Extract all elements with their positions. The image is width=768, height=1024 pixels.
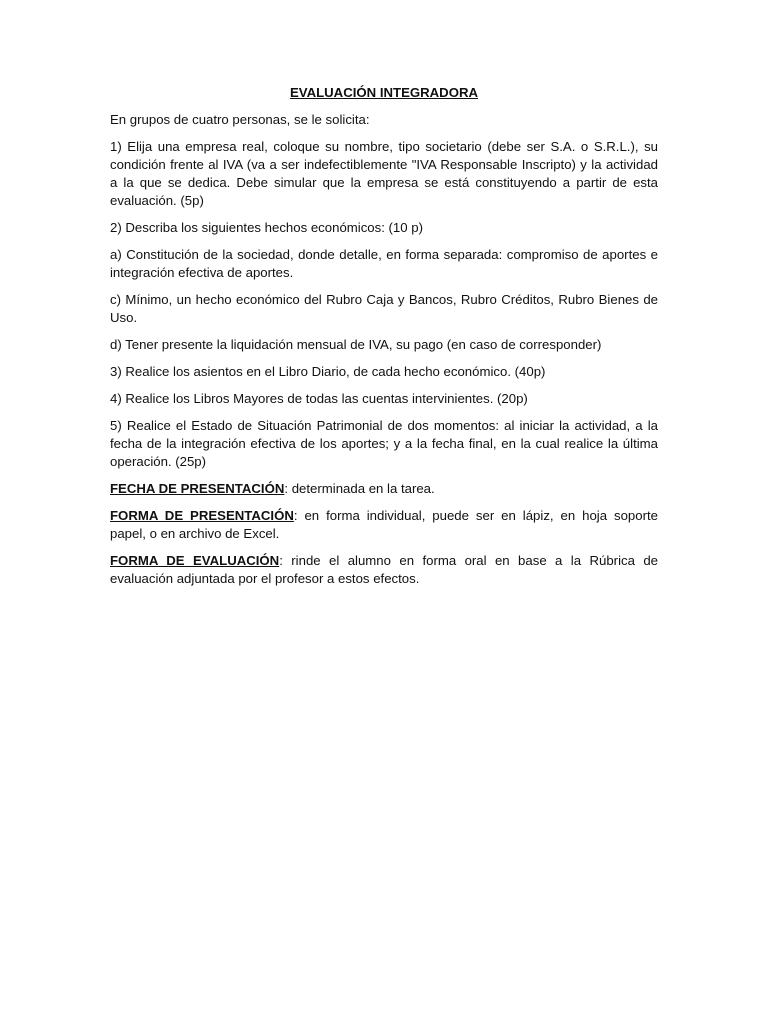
fecha-presentacion-text: : determinada en la tarea. [284,481,435,496]
forma-presentacion-paragraph [110,507,658,543]
item-5-paragraph: 5) Realice el Estado de Situación Patrimonial de dos momentos: al iniciar la actividad, a la fecha de la integración efectiva de los aportes; y a la fecha final, en la cual realice la última operación. (25p) [110,418,658,469]
forma-evaluacion-label: FORMA DE EVALUACIÓN [110,553,280,568]
fecha-presentacion-label: FECHA DE PRESENTACIÓN [110,481,285,496]
item-4-paragraph: 4) Realice los Libros Mayores de todas las cuentas intervinientes. (20p) [110,391,528,406]
forma-evaluacion-paragraph [110,552,658,588]
fecha-presentacion-paragraph [110,480,658,498]
document-page [110,84,658,597]
item-d-paragraph: d) Tener presente la liquidación mensual de IVA, su pago (en caso de corresponder) [110,337,602,352]
item-c-paragraph: c) Mínimo, un hecho económico del Rubro Caja y Bancos, Rubro Créditos, Rubro Bienes de Uso. [110,292,658,325]
document-title: EVALUACIÓN INTEGRADORA [289,85,479,100]
item-1-paragraph: 1) Elija una empresa real, coloque su nombre, tipo societario (debe ser S.A. o S.R.L.), su condición frente al IVA (va a ser indefectiblemente "IVA Responsable Inscripto) y la actividad a la que se dedica. Debe simular que la empresa se está constituyendo a partir de esta evaluación. (5p) [110,139,658,208]
forma-presentacion-text: : en forma individual, puede ser en lápiz, en hoja soporte papel, o en archivo de Excel. [110,508,658,541]
item-a-paragraph: a) Constitución de la sociedad, donde detalle, en forma separada: compromiso de aportes e integración efectiva de aportes. [110,247,658,280]
item-2-paragraph: 2) Describa los siguientes hechos económicos: (10 p) [110,220,423,235]
forma-presentacion-label: FORMA DE PRESENTACIÓN [110,508,294,523]
forma-evaluacion-text: : rinde el alumno en forma oral en base a la Rúbrica de evaluación adjuntada por el profesor a estos efectos. [110,553,659,586]
intro-paragraph: En grupos de cuatro personas, se le solicita: [110,112,370,127]
item-3-paragraph: 3) Realice los asientos en el Libro Diario, de cada hecho económico. (40p) [110,364,546,379]
